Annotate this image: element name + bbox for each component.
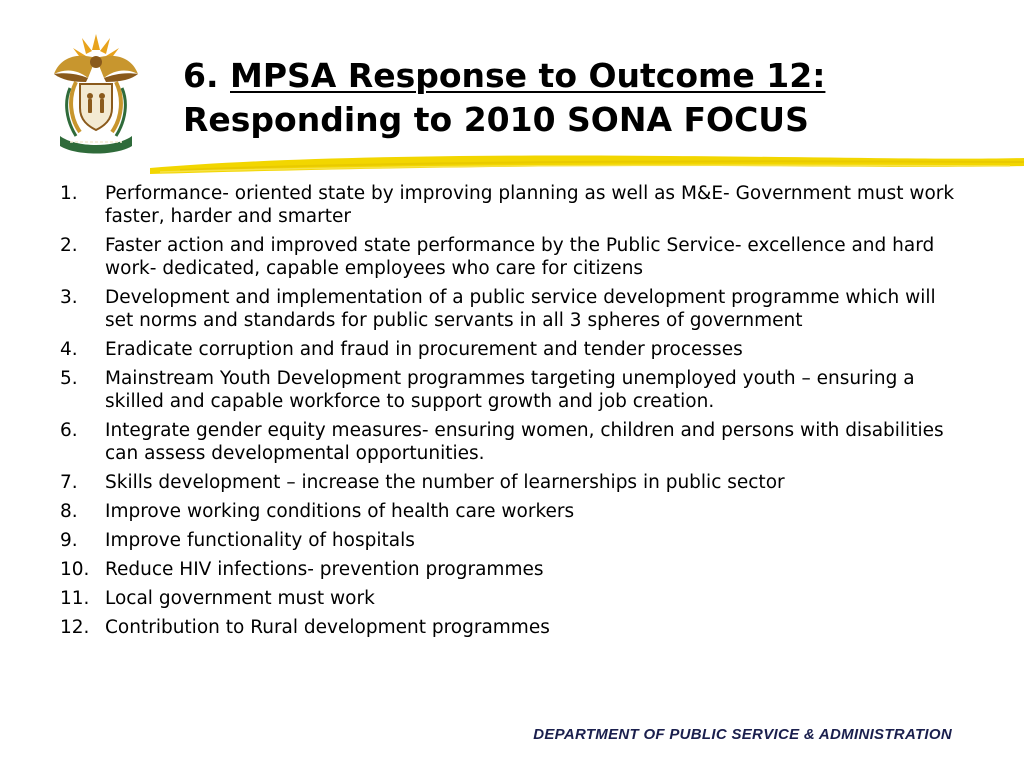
list-item-text: Improve functionality of hospitals [105,530,415,551]
list-item-number: 5. [60,368,78,389]
list-item [60,182,960,228]
list-item-number: 10. [60,559,90,580]
list-item-text: Eradicate corruption and fraud in procurement and tender processes [105,339,743,360]
list-item-text: Skills development – increase the number of learnerships in public sector [105,472,785,493]
slide-title [183,54,1003,142]
list-item-number: 2. [60,235,78,256]
list-item-number: 11. [60,588,90,609]
list-item-number: 7. [60,472,78,493]
list-item-text: Local government must work [105,588,375,609]
list-item-text: Faster action and improved state performance by the Public Service- excellence and hard work- dedicated, capable employees who care for citizens [105,235,935,279]
title-line-1 [183,54,1003,98]
list-item [60,529,960,552]
list-item-number: 4. [60,339,78,360]
list-item-text: Development and implementation of a public service development programme which will set norms and standards for public servants in all 3 spheres of government [105,287,936,331]
list-item [60,587,960,610]
list-item-number: 3. [60,287,78,308]
list-item-number: 1. [60,183,78,204]
highlight-stroke [150,148,1024,180]
list-item-number: 12. [60,617,90,638]
title-line-2: Responding to 2010 SONA FOCUS [183,100,809,139]
list-item [60,471,960,494]
list-item [60,234,960,280]
list-item [60,367,960,413]
list-item-number: 6. [60,420,78,441]
list-item-number: 9. [60,530,78,551]
coat-of-arms-icon [46,28,146,158]
list-item-text: Performance- oriented state by improving planning as well as M&E- Government must work faster, harder and smarter [105,183,955,227]
list-item-text: Reduce HIV infections- prevention programmes [105,559,544,580]
title-number: 6. [183,56,219,95]
title-underlined: MPSA Response to Outcome 12: [230,56,826,95]
list-item [60,558,960,581]
footer-department: DEPARTMENT OF PUBLIC SERVICE & ADMINISTRATION [533,726,952,743]
list-item [60,286,960,332]
list-item-text: Contribution to Rural development programmes [105,617,550,638]
list-item [60,500,960,523]
list-item [60,338,960,361]
list-item [60,419,960,465]
list-item-text: Improve working conditions of health care workers [105,501,575,522]
outcome-list [60,182,960,645]
list-item [60,616,960,639]
list-item-text: Mainstream Youth Development programmes targeting unemployed youth – ensuring a skilled and capable workforce to support growth and job creation. [105,368,915,412]
list-item-number: 8. [60,501,78,522]
list-item-text: Integrate gender equity measures- ensuring women, children and persons with disabilities can assess developmental opportunities. [105,420,944,464]
